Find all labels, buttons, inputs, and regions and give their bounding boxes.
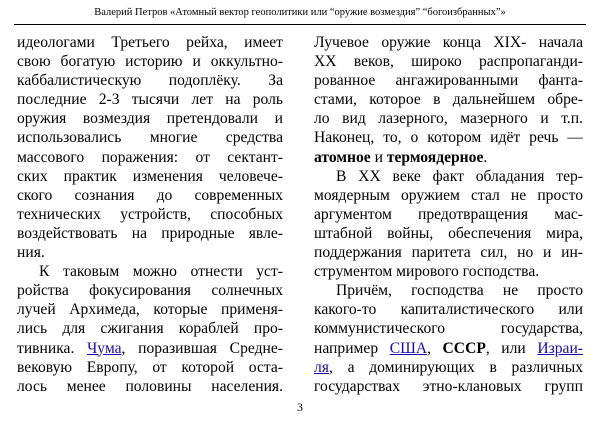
text-fragment: тивника. (17, 339, 88, 357)
text-line: коммунистического государства, (314, 320, 583, 338)
text-line: рованное ангажированными фанта- (314, 72, 583, 90)
text-line: свою богатую историю и оккультно- (17, 53, 283, 71)
text-line: ского сознания до современных (17, 186, 283, 204)
text-line: идеологами Третьего рейха, имеет (17, 34, 283, 51)
page-number: 3 (297, 400, 303, 414)
text-fragment: , а доминирующих в различных (328, 358, 583, 376)
bold-term: атомное (314, 148, 371, 166)
text-line: ройства фокусирования солнечных (17, 282, 283, 300)
text-line: оружия возмездия претендовали и (17, 110, 283, 128)
text-line: последние 2-3 тысячи лет на роль (17, 91, 283, 109)
text-line: лучей Архимеда, которые применя- (17, 301, 283, 319)
link-usa[interactable]: США (389, 339, 428, 357)
right-column (314, 33, 583, 396)
text-line: каббалистическую подоплёку. За (17, 72, 283, 90)
text-fragment: , поразившая Средне- (121, 339, 283, 357)
link-chuma[interactable]: Чума (87, 339, 122, 357)
text-line: ло вид лазерного, мазерного и т.п. (314, 110, 583, 128)
bold-term: СССР (442, 339, 486, 357)
text-line: ских практик изменения человече- (17, 167, 283, 185)
text-line: ния. (17, 244, 45, 262)
text-line: XX веков, широко распропаганди- (314, 53, 583, 71)
text-line: Наконец, то, о котором идёт речь — (314, 129, 583, 147)
text-line: Лучевое оружие конца XIX- начала (314, 34, 583, 51)
text-line: моядерным оружием стал не просто (314, 186, 583, 204)
text-fragment: и (370, 148, 387, 166)
text-line: поддержания паритета сил, но и ин- (314, 244, 583, 262)
text-line: штабной войны, обеспечения мира, (314, 224, 583, 242)
text-line: государствах этно-клановых групп (314, 377, 583, 395)
text-line (17, 339, 283, 358)
header-rule (14, 24, 586, 25)
text-line: струментом мирового господства. (314, 263, 540, 281)
text-line: какого-то капиталистического или (314, 301, 583, 319)
text-fragment: . (483, 148, 488, 166)
running-header: Валерий Петров «Атомный вектор геополитики или “оружие возмездия” “богоизбранных”» (94, 7, 506, 18)
text-line: технических устройств, способных (17, 205, 283, 223)
bold-term: термоядерное (386, 148, 484, 166)
text-line (314, 358, 583, 377)
text-line: использовались многие средства (17, 129, 283, 147)
text-line: массового поражения: от сектант- (17, 148, 283, 166)
text-fragment: например (314, 339, 390, 357)
text-line: К таковым можно отнести уст- (39, 263, 283, 281)
text-fragment: , (427, 339, 443, 357)
text-line: В XX веке факт обладания тер- (336, 167, 583, 185)
text-line: вековую Европу, от которой оста- (17, 358, 283, 376)
link-israel[interactable]: Израи- (537, 339, 583, 357)
text-line: стами, которое в дальнейшем обре- (314, 91, 583, 109)
text-line (314, 148, 583, 167)
text-line (314, 339, 583, 358)
text-fragment: , или (485, 339, 538, 357)
text-line: аргументом предотвращения мас- (314, 205, 583, 223)
left-column (17, 33, 283, 396)
text-line: лось менее половины населения. (17, 377, 283, 395)
text-line: лись для сжигания кораблей про- (17, 320, 283, 338)
text-line: Причём, господства не просто (336, 282, 583, 300)
text-line: воздействовать на природные явле- (17, 224, 283, 242)
link-israel-continued[interactable]: ля (314, 358, 329, 376)
